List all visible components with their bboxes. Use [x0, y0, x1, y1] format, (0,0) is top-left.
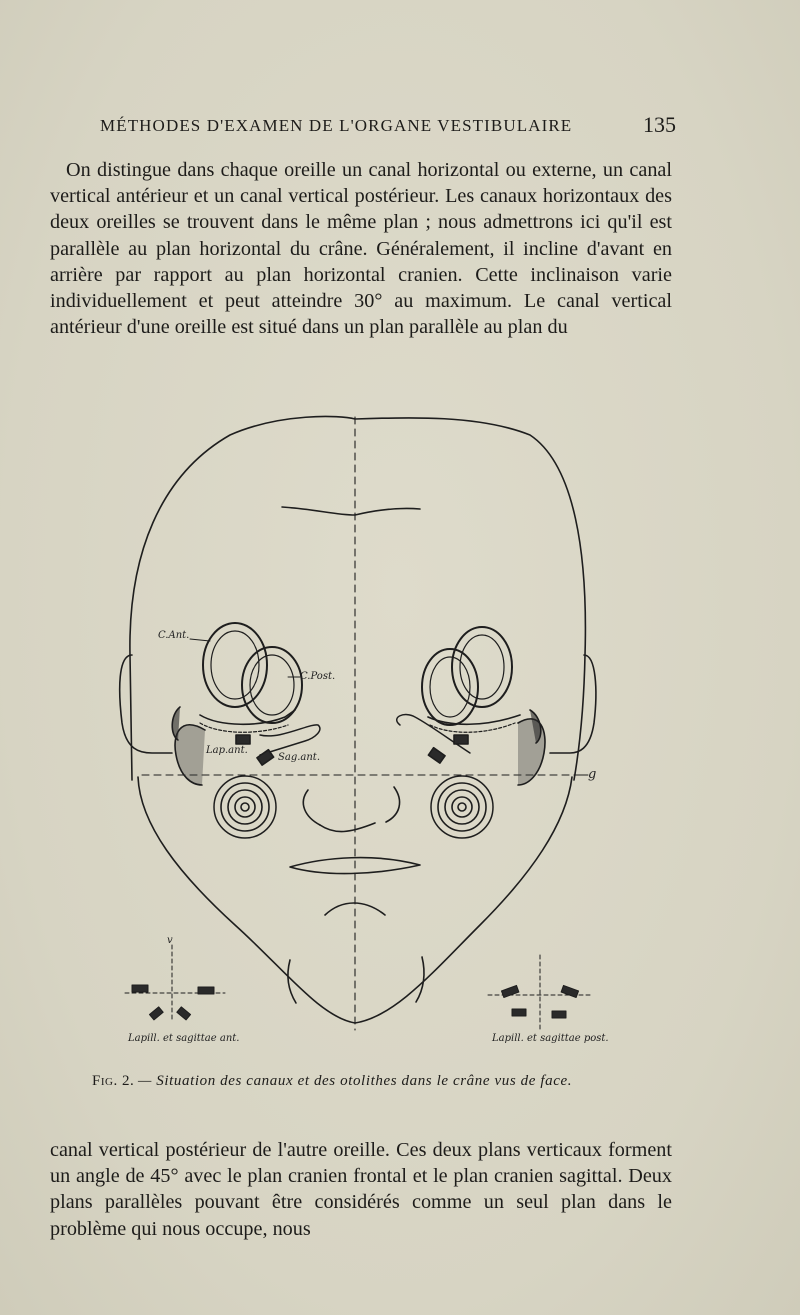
label-sag-ant: Sag.ant. [278, 752, 320, 763]
label-c-ant: C.Ant. [158, 630, 190, 641]
nose-left [303, 790, 320, 825]
chin-left-line [288, 960, 296, 1003]
brow-line [282, 507, 420, 515]
otolith-diagram-left [125, 945, 225, 1020]
caption-label: Fig. 2. [92, 1073, 135, 1089]
label-g: g [588, 767, 597, 782]
figure-skull-diagram [110, 405, 610, 1055]
label-v: v [167, 935, 173, 946]
label-bottom-left: Lapill. et sagittae ant. [128, 1033, 240, 1044]
right-ear [550, 655, 596, 753]
label-c-post: C.Post. [300, 671, 336, 682]
left-ear [120, 655, 172, 753]
skull-left-side [130, 655, 132, 780]
page-number: 135 [643, 112, 676, 137]
figure-caption [92, 1073, 692, 1090]
nose-base [320, 823, 375, 832]
otolith-diagram-right [488, 955, 592, 1030]
label-bottom-right: Lapill. et sagittae post. [492, 1033, 609, 1044]
right-labyrinth [397, 627, 545, 838]
caption-text: — Situation des canaux et des otolithes dans le crâne vus de face. [137, 1073, 573, 1089]
running-head-title: MÉTHODES D'EXAMEN DE L'ORGANE VESTIBULAIRE [100, 116, 573, 135]
skull-outline [130, 416, 585, 780]
chin-right-line [416, 957, 424, 1002]
label-lap-ant: Lap.ant. [206, 745, 248, 756]
paragraph-1: On distingue dans chaque oreille un canal horizontal ou externe, un canal vertical antérieur et un canal vertical postérieur. Les canaux horizontaux des deux oreilles se trouvent dans le même plan ; nous admettrons ici qu'il est parallèle au plan horizontal du crâne. Généralement, il incline d'avant en arrière par rapport au plan horizontal cranien. Cette inclinaison varie individuellement et peut atteindre 30° au maximum. Le canal vertical antérieur d'une oreille est situé dans un plan parallèle au plan du [50, 159, 672, 339]
nose-right [386, 787, 400, 822]
leader-c-ant [190, 639, 210, 641]
left-labyrinth [172, 623, 320, 838]
paragraph-2: canal vertical postérieur de l'autre oreille. Ces deux plans verticaux forment un angle de 45° avec le plan cranien frontal et le plan cranien sagittal. Deux plans parallèles pouvant être considérés comme un seul plan dans le problème qui nous occupe, nous [50, 1139, 672, 1240]
running-head [100, 112, 676, 142]
skull-drawing [110, 405, 610, 1055]
